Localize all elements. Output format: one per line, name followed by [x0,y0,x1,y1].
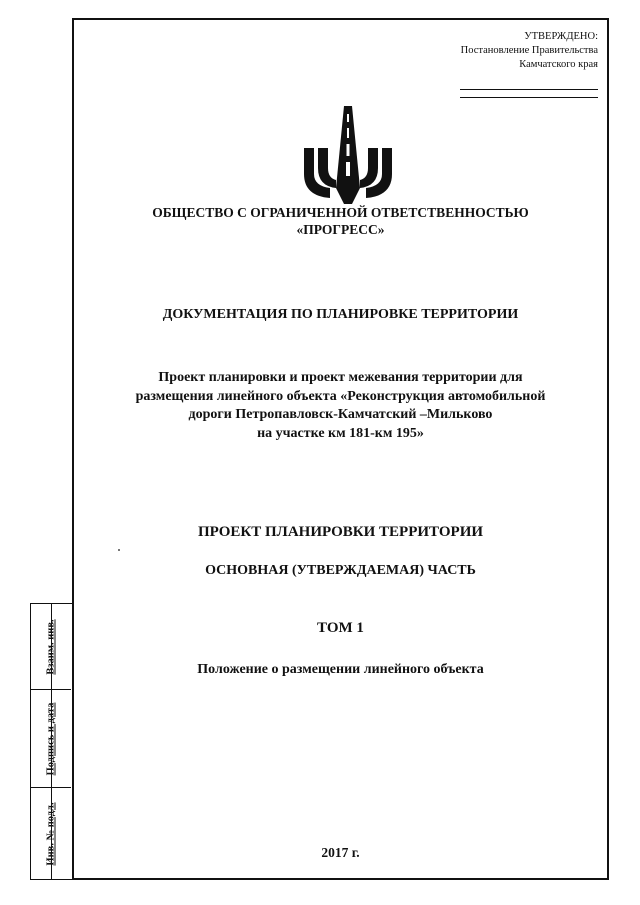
approval-heading: УТВЕРЖДЕНО: [524,31,598,42]
approval-blank-line-1 [460,82,598,90]
project-line-3: дороги Петропавловск-Камчатский –Мильково [188,407,493,422]
company-line-1: ОБЩЕСТВО С ОГРАНИЧЕННОЙ ОТВЕТСТВЕННОСТЬЮ [152,205,529,220]
approval-block [460,30,598,98]
road-emblem-icon [300,104,396,208]
stamp-cell-original-inventory [31,788,71,879]
project-line-4: на участке км 181-км 195» [257,425,424,441]
volume-subtitle: Положение о размещении линейного объекта [197,662,484,677]
approval-blank-line-2 [460,90,598,98]
stamp-cell-signature-date [31,690,71,788]
part-title: ОСНОВНАЯ (УТВЕРЖДАЕМАЯ) ЧАСТЬ [205,563,476,578]
document-title: ДОКУМЕНТАЦИЯ ПО ПЛАНИРОВКЕ ТЕРРИТОРИИ [162,307,519,322]
project-line-1: Проект планировки и проект межевания территории для [158,370,523,385]
approval-line-1: Постановление Правительства [460,45,598,56]
company-line-2: «ПРОГРЕСС» [296,222,385,237]
company-name [72,204,609,238]
volume-title: ТОМ 1 [317,620,364,636]
stamp-label-signature-date: Подпись и дата [45,702,57,775]
stamp-label-original-inventory: Инв. № подл. [45,801,57,866]
stamp-label-exchange-inventory: Взаим. инв. [45,618,57,675]
binding-stamp-column [30,603,72,880]
approval-line-2: Камчатского края [519,59,598,70]
stamp-cell-exchange-inventory [31,604,71,690]
project-title [72,369,609,443]
section-title: ПРОЕКТ ПЛАНИРОВКИ ТЕРРИТОРИИ [197,524,484,540]
project-line-2: размещения линейного объекта «Реконструкция автомобильной [135,388,546,404]
scan-speck [118,549,120,551]
document-year: 2017 г. [321,845,360,860]
